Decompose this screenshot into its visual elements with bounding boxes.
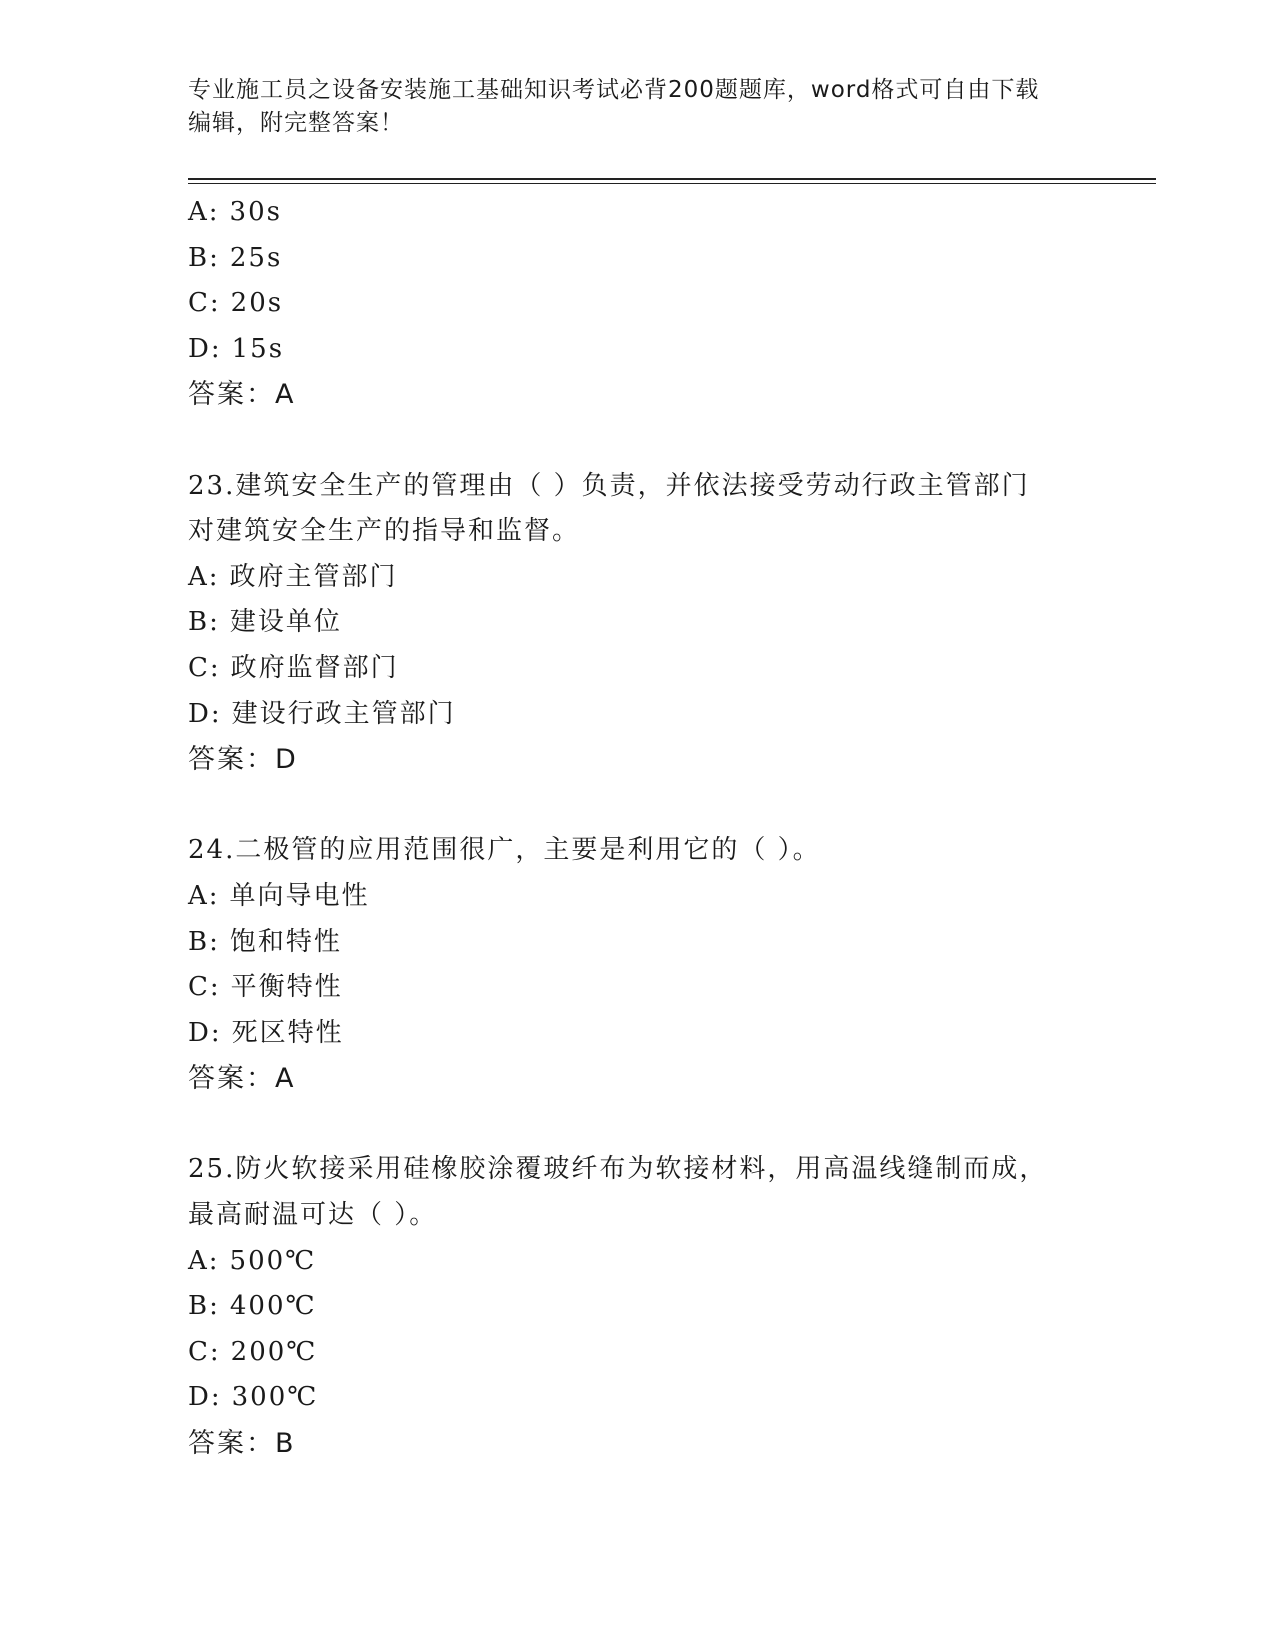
question-24 bbox=[188, 828, 1088, 1102]
option-b bbox=[188, 1284, 1088, 1330]
question-stem-line: 24.二极管的应用范围很广，主要是利用它的（ ）。 bbox=[188, 835, 821, 866]
option-label: C: bbox=[188, 652, 221, 683]
option-text: 单向导电性 bbox=[229, 880, 370, 911]
option-label: D: bbox=[188, 333, 222, 364]
option-d bbox=[188, 327, 1088, 373]
option-c bbox=[188, 1330, 1088, 1376]
option-text: 25s bbox=[229, 242, 283, 273]
option-label: C: bbox=[188, 972, 221, 1003]
header-divider-thin bbox=[188, 183, 1156, 184]
option-text: 500℃ bbox=[229, 1245, 317, 1276]
question-stem-line: 最高耐温可达（ ）。 bbox=[188, 1200, 438, 1231]
option-text: 死区特性 bbox=[231, 1017, 344, 1048]
option-text: 200℃ bbox=[230, 1336, 318, 1367]
option-text: 政府监督部门 bbox=[230, 652, 399, 683]
option-label: A: bbox=[188, 1245, 220, 1276]
option-label: C: bbox=[188, 288, 221, 319]
option-d bbox=[188, 1375, 1088, 1421]
question-25 bbox=[188, 1147, 1088, 1466]
spacer bbox=[188, 783, 1088, 829]
option-text: 15s bbox=[231, 333, 285, 364]
spacer bbox=[188, 1102, 1088, 1148]
option-a bbox=[188, 190, 1088, 236]
spacer bbox=[188, 418, 1088, 464]
option-label: A: bbox=[188, 561, 220, 592]
question-stem-line: 对建筑安全生产的指导和监督。 bbox=[188, 516, 581, 547]
question-23 bbox=[188, 464, 1088, 783]
option-d bbox=[188, 692, 1088, 738]
answer-line: 答案：B bbox=[188, 1428, 296, 1460]
option-a bbox=[188, 1239, 1088, 1285]
option-label: B: bbox=[188, 1291, 220, 1322]
option-text: 饱和特性 bbox=[229, 926, 342, 957]
answer-line: 答案：A bbox=[188, 379, 296, 411]
option-label: B: bbox=[188, 242, 220, 273]
option-text: 300℃ bbox=[231, 1382, 319, 1413]
option-label: D: bbox=[188, 698, 222, 729]
option-text: 平衡特性 bbox=[230, 972, 343, 1003]
option-label: B: bbox=[188, 607, 220, 638]
option-label: B: bbox=[188, 926, 220, 957]
option-c bbox=[188, 965, 1088, 1011]
option-b bbox=[188, 236, 1088, 282]
option-c bbox=[188, 281, 1088, 327]
header-title-line-1: 专业施工员之设备安装施工基础知识考试必背200题题库，word格式可自由下载 bbox=[188, 77, 1040, 103]
header-divider-thick bbox=[188, 178, 1156, 180]
option-label: D: bbox=[188, 1382, 222, 1413]
option-d bbox=[188, 1011, 1088, 1057]
question-stem-line: 25.防火软接采用硅橡胶涂覆玻纤布为软接材料，用高温线缝制而成， bbox=[188, 1154, 1048, 1185]
option-text: 建设行政主管部门 bbox=[231, 698, 456, 729]
question-22-continuation bbox=[188, 190, 1088, 418]
option-text: 20s bbox=[230, 288, 284, 319]
question-stem-line: 23.建筑安全生产的管理由（ ）负责，并依法接受劳动行政主管部门 bbox=[188, 470, 1030, 501]
option-b bbox=[188, 920, 1088, 966]
option-label: C: bbox=[188, 1336, 221, 1367]
option-label: A: bbox=[188, 880, 220, 911]
option-b bbox=[188, 600, 1088, 646]
option-c bbox=[188, 646, 1088, 692]
answer-line: 答案：D bbox=[188, 744, 298, 776]
header-title-line-2: 编辑，附完整答案！ bbox=[188, 110, 404, 136]
option-text: 30s bbox=[229, 197, 282, 227]
option-label: A: bbox=[188, 197, 220, 227]
option-text: 政府主管部门 bbox=[229, 561, 398, 592]
option-text: 400℃ bbox=[229, 1291, 317, 1322]
document-header bbox=[188, 74, 1088, 140]
option-label: D: bbox=[188, 1017, 222, 1048]
answer-line: 答案：A bbox=[188, 1063, 296, 1095]
option-a bbox=[188, 874, 1088, 920]
option-a bbox=[188, 555, 1088, 601]
option-text: 建设单位 bbox=[229, 607, 342, 638]
document-body bbox=[188, 190, 1088, 1467]
